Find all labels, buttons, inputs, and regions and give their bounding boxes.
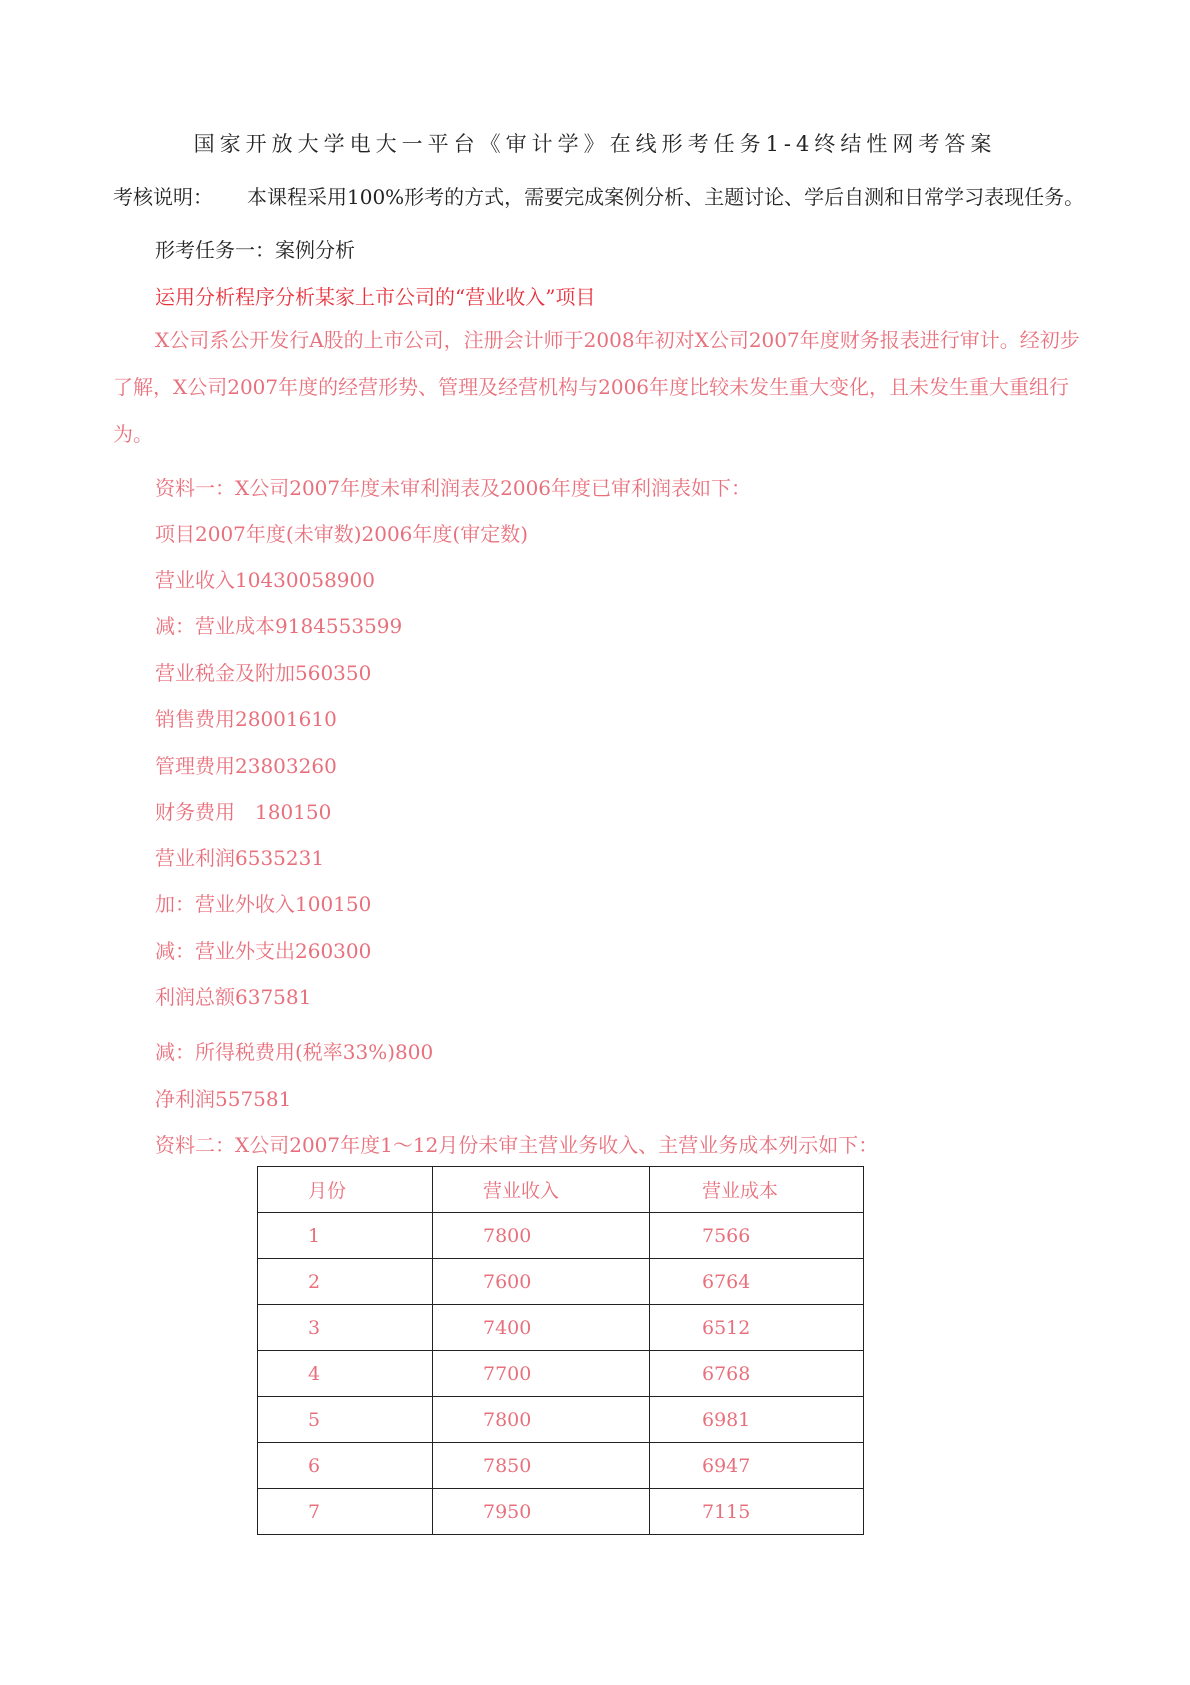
cost-cell: 6764: [650, 1259, 864, 1305]
revenue-cell: 7800: [433, 1213, 650, 1259]
cost-cell: 6512: [650, 1305, 864, 1351]
income-item: 营业税金及附加560350: [155, 661, 372, 685]
revenue-cell: 7800: [433, 1397, 650, 1443]
cost-cell: 7566: [650, 1213, 864, 1259]
cost-cell: 7115: [650, 1489, 864, 1535]
income-item: 营业利润6535231: [155, 846, 325, 870]
revenue-cell: 7950: [433, 1489, 650, 1535]
revenue-cell: 7600: [433, 1259, 650, 1305]
document-title: 国家开放大学电大一平台《审计学》在线形考任务1-4终结性网考答案: [193, 132, 997, 156]
income-item: 利润总额637581: [155, 985, 312, 1009]
month-cell: 5: [258, 1397, 433, 1443]
task-heading: 形考任务一：案例分析: [155, 238, 355, 262]
table-row: [258, 1397, 864, 1443]
assessment-label: 考核说明：: [113, 185, 213, 209]
table-row: [258, 1305, 864, 1351]
column-header-month: 月份: [258, 1167, 433, 1213]
material-one-heading: 资料一：X公司2007年度未审利润表及2006年度已审利润表如下：: [155, 476, 752, 500]
income-item: 减：营业成本9184553599: [155, 614, 403, 638]
table-header-row: [258, 1167, 864, 1213]
month-cell: 1: [258, 1213, 433, 1259]
income-item: 减：营业外支出260300: [155, 939, 372, 963]
case-paragraph: X公司系公开发行A股的上市公司，注册会计师于2008年初对X公司2007年度财务报表进行审计。经初步了解，X公司2007年度的经营形势、管理及经营机构与2006年度比较未发生重大变化，且未发生重大重组行为。: [113, 328, 1080, 446]
month-cell: 3: [258, 1305, 433, 1351]
material-two-heading: 资料二：X公司2007年度1～12月份未审主营业务收入、主营业务成本列示如下：: [155, 1133, 879, 1157]
assessment-description: [113, 181, 1084, 210]
income-item: 营业收入10430058900: [155, 568, 375, 592]
revenue-cell: 7700: [433, 1351, 650, 1397]
month-cell: 4: [258, 1351, 433, 1397]
income-item: 销售费用28001610: [155, 707, 337, 731]
table-row: [258, 1489, 864, 1535]
revenue-cell: 7400: [433, 1305, 650, 1351]
income-item: 项目2007年度(未审数)2006年度(审定数): [155, 522, 529, 546]
monthly-revenue-cost-table: [257, 1166, 864, 1535]
income-item: 财务费用 180150: [155, 800, 332, 824]
table-row: [258, 1443, 864, 1489]
cost-cell: 6981: [650, 1397, 864, 1443]
column-header-revenue: 营业收入: [433, 1167, 650, 1213]
assessment-text: 本课程采用100%形考的方式，需要完成案例分析、主题讨论、学后自测和日常学习表现任务。: [247, 185, 1085, 209]
month-cell: 7: [258, 1489, 433, 1535]
table-row: [258, 1213, 864, 1259]
column-header-cost: 营业成本: [650, 1167, 864, 1213]
month-cell: 6: [258, 1443, 433, 1489]
case-title: 运用分析程序分析某家上市公司的“营业收入”项目: [155, 285, 596, 309]
income-item: 减：所得税费用(税率33%)800: [155, 1040, 434, 1064]
income-item: 管理费用23803260: [155, 754, 337, 778]
cost-cell: 6947: [650, 1443, 864, 1489]
income-item: 净利润557581: [155, 1087, 292, 1111]
revenue-cell: 7850: [433, 1443, 650, 1489]
table-row: [258, 1259, 864, 1305]
cost-cell: 6768: [650, 1351, 864, 1397]
income-item: 加：营业外收入100150: [155, 892, 372, 916]
table-row: [258, 1351, 864, 1397]
month-cell: 2: [258, 1259, 433, 1305]
